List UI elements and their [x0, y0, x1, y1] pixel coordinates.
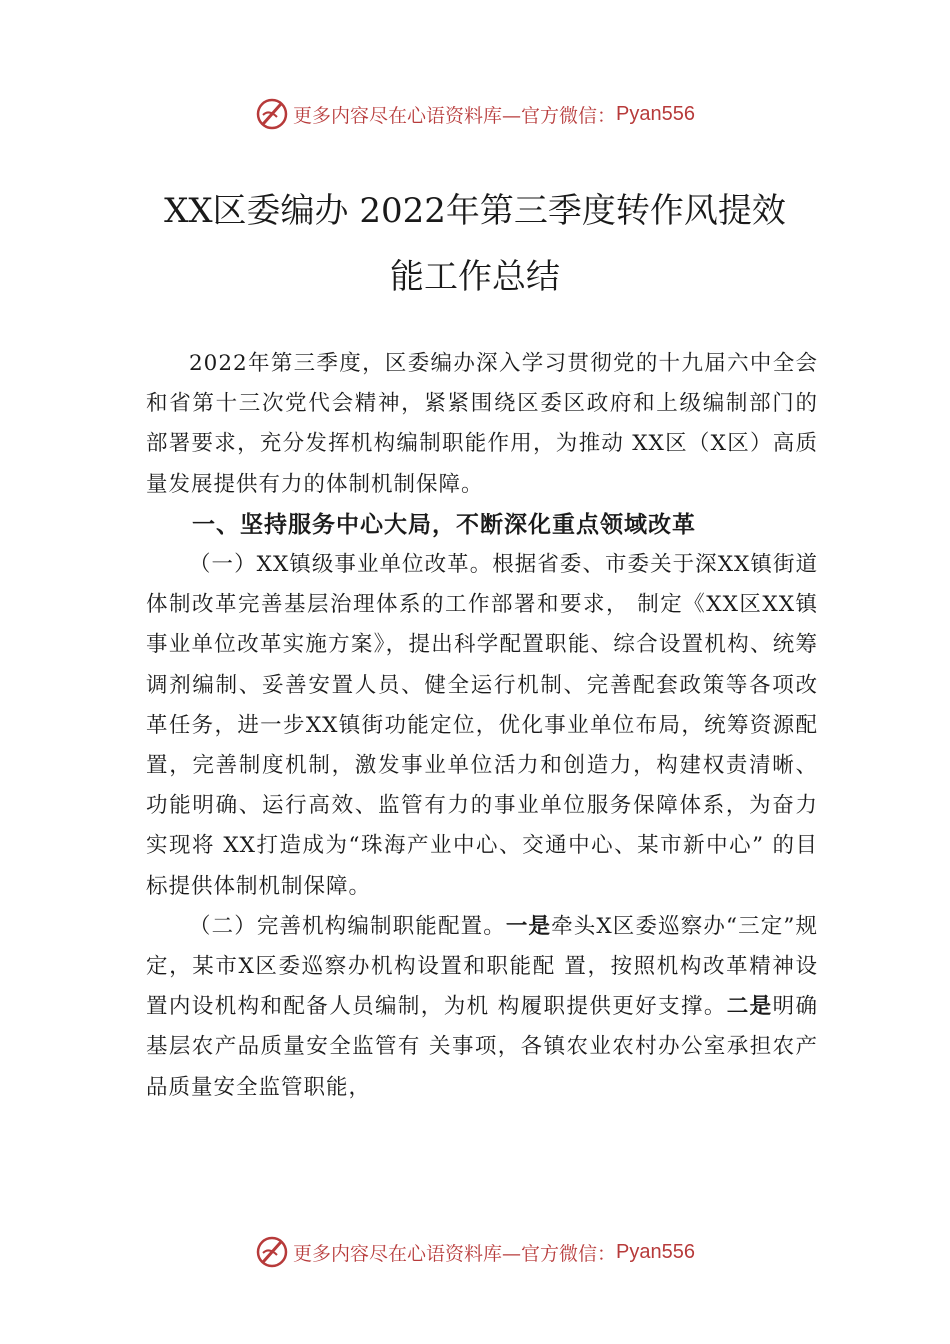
document-body — [146, 344, 818, 1108]
item-1-text: 根据省委、市委关于深XX镇街道体制改革完善基层治理体系的工作部署和要求， 制定《XX区XX镇事业单位改革实施方案》，提出科学配置职能、综合设置机构、统筹调剂编制、妥善安置人员、健全运行机制、完善配套政策等各项改革任务，进一步XX镇街功能定位，优化事业单位布局，统筹资源配置，完善制度机制，激发事业单位活力和创造力，构建权责清晰、功能明确、运行高效、监管有力的事业单位服务保障体系，为奋力实现将 XX打造成为“珠海产业中心、交通中心、某市新中心” 的目标提供体制机制保障。 — [146, 552, 818, 899]
banner-text: 更多内容尽在心语资料库—官方微信： — [293, 1242, 617, 1265]
document-title — [120, 178, 830, 310]
item-2-first-marker: 一是 — [505, 913, 552, 939]
header-banner — [0, 94, 950, 134]
intro-paragraph: 2022年第三季度，区委编办深入学习贯彻党的十九届六中全会和省第十三次党代会精神，紧紧围绕区委区政府和上级编制部门的部署要求，充分发挥机构编制职能作用，为推动 XX区（X区）高质量发展提供有力的体制机制保障。 — [146, 351, 818, 497]
item-1-label: （一）XX镇级事业单位改革。 — [189, 552, 493, 578]
item-2-label: （二）完善机构编制职能配置。 — [189, 913, 506, 939]
brush-pen-icon — [255, 1235, 289, 1269]
section-1-heading: 一、坚持服务中心大局，不断深化重点领域改革 — [192, 511, 696, 538]
item-2-second-marker: 二是 — [726, 994, 773, 1020]
banner-text: 更多内容尽在心语资料库—官方微信： — [293, 104, 617, 127]
brush-pen-icon — [255, 97, 289, 131]
item-2-second-text: 明确基层农产品质量安全监管有 关事项，各镇农业农村办公室承担农产品质量安全监管职能， — [146, 994, 818, 1100]
footer-banner — [0, 1232, 950, 1272]
title-line-2: 能工作总结 — [390, 257, 560, 297]
banner-wechat-id: Pyan556 — [616, 1240, 695, 1263]
item-2-paragraph — [146, 907, 818, 1108]
item-2-first-text: 牵头X区委巡察办“三定”规定，某市X区委巡察办机构设置和职能配 置，按照机构改革精神设置内设机构和配备人员编制，为机 构履职提供更好支撑。 — [146, 913, 818, 1020]
banner-wechat-id: Pyan556 — [616, 102, 695, 125]
item-1-paragraph — [146, 545, 818, 907]
title-line-1: XX区委编办 2022年第三季度转作风提效 — [164, 191, 786, 231]
